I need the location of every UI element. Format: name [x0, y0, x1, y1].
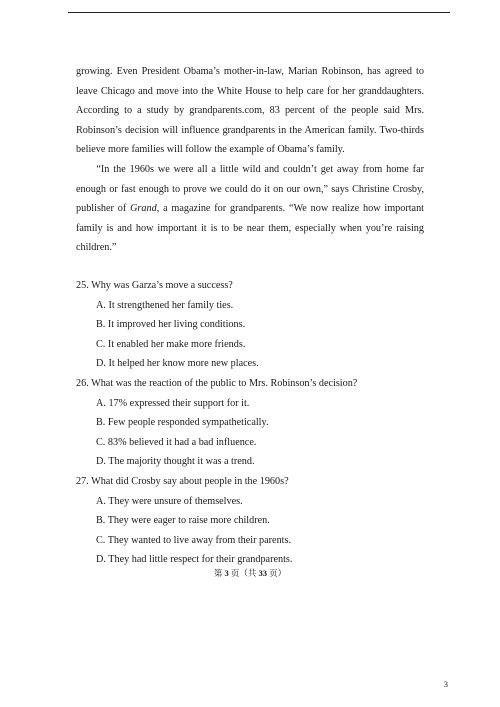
question-25-option-a: A. It strengthened her family ties. — [96, 299, 234, 311]
question-27-option-b: B. They were eager to raise more children. — [96, 515, 270, 527]
question-26-stem: 26. What was the reaction of the public to Mrs. Robinson’s decision? — [76, 377, 358, 389]
question-27-option-a: A. They were unsure of themselves. — [96, 495, 243, 507]
passage-paragraph-2-part-b: , a magazine for grandparents. “We now realize how important family is and how important it is to be near them, especially when you’re raising children.” — [76, 203, 424, 254]
footer-middle: 页（共 — [228, 568, 259, 578]
question-list — [76, 276, 424, 570]
footer-total-pages: 33 — [258, 568, 267, 578]
magazine-title: Grand — [130, 203, 157, 215]
footer-suffix: 页） — [267, 568, 287, 578]
footer-current-page: 3 — [224, 568, 229, 578]
footer-prefix: 第 — [213, 568, 225, 578]
question-26-option-b: B. Few people responded sympathetically. — [96, 417, 269, 429]
question-26-option-a: A. 17% expressed their support for it. — [96, 397, 250, 409]
question-27-option-c: C. They wanted to live away from their parents. — [96, 534, 292, 546]
page-number: 3 — [443, 679, 448, 689]
passage-paragraph-2-part-a: “In the 1960s we were all a little wild and couldn’t get away from home far enough or fast enough to prove we could do it on our own,” says Christine Crosby, publisher of — [76, 163, 424, 215]
question-25-option-c: C. It enabled her make more friends. — [96, 338, 246, 350]
question-25-option-d: D. It helped her know more new places. — [96, 358, 259, 370]
question-26-option-c: C. 83% believed it had a bad influence. — [96, 436, 257, 448]
header-rule — [68, 12, 450, 13]
question-27-option-d: D. They had little respect for their grandparents. — [96, 554, 293, 566]
page-footer — [0, 567, 500, 579]
reading-passage — [76, 62, 424, 258]
question-27-stem: 27. What did Crosby say about people in the 1960s? — [76, 475, 289, 487]
question-25-option-b: B. It improved her living conditions. — [96, 319, 246, 331]
passage-paragraph-1: growing. Even President Obama’s mother-in-law, Marian Robinson, has agreed to leave Chicago and move into the White House to help care for her granddaughters. According to a study by grandparents.com, 83 percent of the people said Mrs. Robinson’s decision will influence grandparents in the American family. Two-thirds believe more families will follow the example of Obama’s family. — [76, 66, 424, 156]
passage-paragraph-2 — [76, 160, 424, 258]
question-26-option-d: D. The majority thought it was a trend. — [96, 456, 255, 468]
question-25-stem: 25. Why was Garza’s move a success? — [76, 280, 233, 291]
